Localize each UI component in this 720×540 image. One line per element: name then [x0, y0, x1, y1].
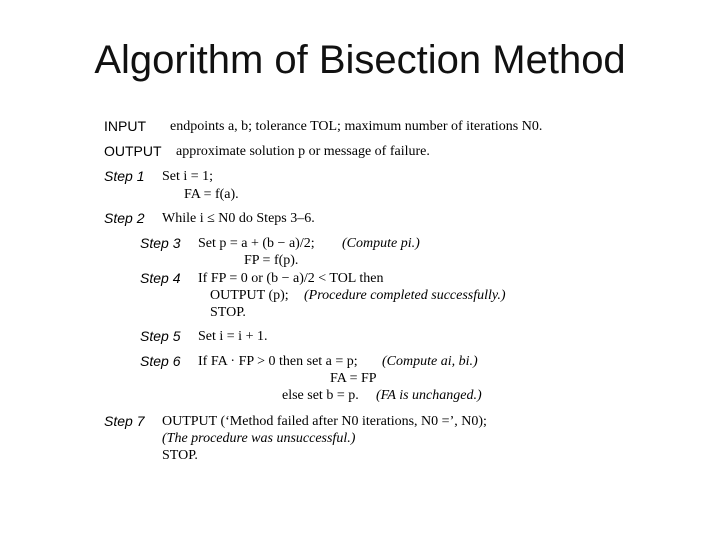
step4-label: Step 4	[140, 270, 181, 286]
step6-label: Step 6	[140, 353, 181, 369]
input-label: INPUT	[104, 118, 146, 134]
step4-line2: OUTPUT (p);	[210, 288, 289, 303]
step2-text: While i ≤ N0 do Steps 3–6.	[162, 211, 315, 226]
step6-line3: else set b = p.	[282, 388, 359, 403]
input-text: endpoints a, b; tolerance TOL; maximum number of iterations N0.	[170, 119, 543, 134]
step1-line2: FA = f(a).	[184, 187, 239, 202]
step3-label: Step 3	[140, 235, 181, 251]
output-text: approximate solution p or message of failure.	[176, 144, 430, 159]
step3-line2: FP = f(p).	[244, 253, 299, 268]
step6-comment2: (FA is unchanged.)	[376, 388, 482, 403]
step6-line2: FA = FP	[330, 371, 377, 386]
step3-line1: Set p = a + (b − a)/2;	[198, 236, 315, 251]
step1-label: Step 1	[104, 168, 145, 184]
step7-label: Step 7	[104, 413, 145, 429]
step6-comment: (Compute ai, bi.)	[382, 354, 478, 369]
slide-title: Algorithm of Bisection Method	[94, 38, 626, 82]
output-label: OUTPUT	[104, 143, 162, 159]
step1-line1: Set i = 1;	[162, 169, 214, 184]
algorithm-block	[104, 108, 584, 468]
step5-label: Step 5	[140, 328, 181, 344]
step2-label: Step 2	[104, 210, 145, 226]
step4-line1: If FP = 0 or (b − a)/2 < TOL then	[198, 271, 384, 286]
step3-comment: (Compute pi.)	[342, 236, 420, 251]
step4-comment: (Procedure completed successfully.)	[304, 288, 506, 303]
step7-line2: (The procedure was unsuccessful.)	[162, 431, 356, 446]
step7-line1: OUTPUT (‘Method failed after N0 iterations, N0 =’, N0);	[162, 414, 487, 429]
step4-line3: STOP.	[210, 305, 246, 320]
step6-line1: If FA · FP > 0 then set a = p;	[198, 354, 358, 369]
step5-text: Set i = i + 1.	[198, 329, 268, 344]
step7-line3: STOP.	[162, 448, 198, 463]
